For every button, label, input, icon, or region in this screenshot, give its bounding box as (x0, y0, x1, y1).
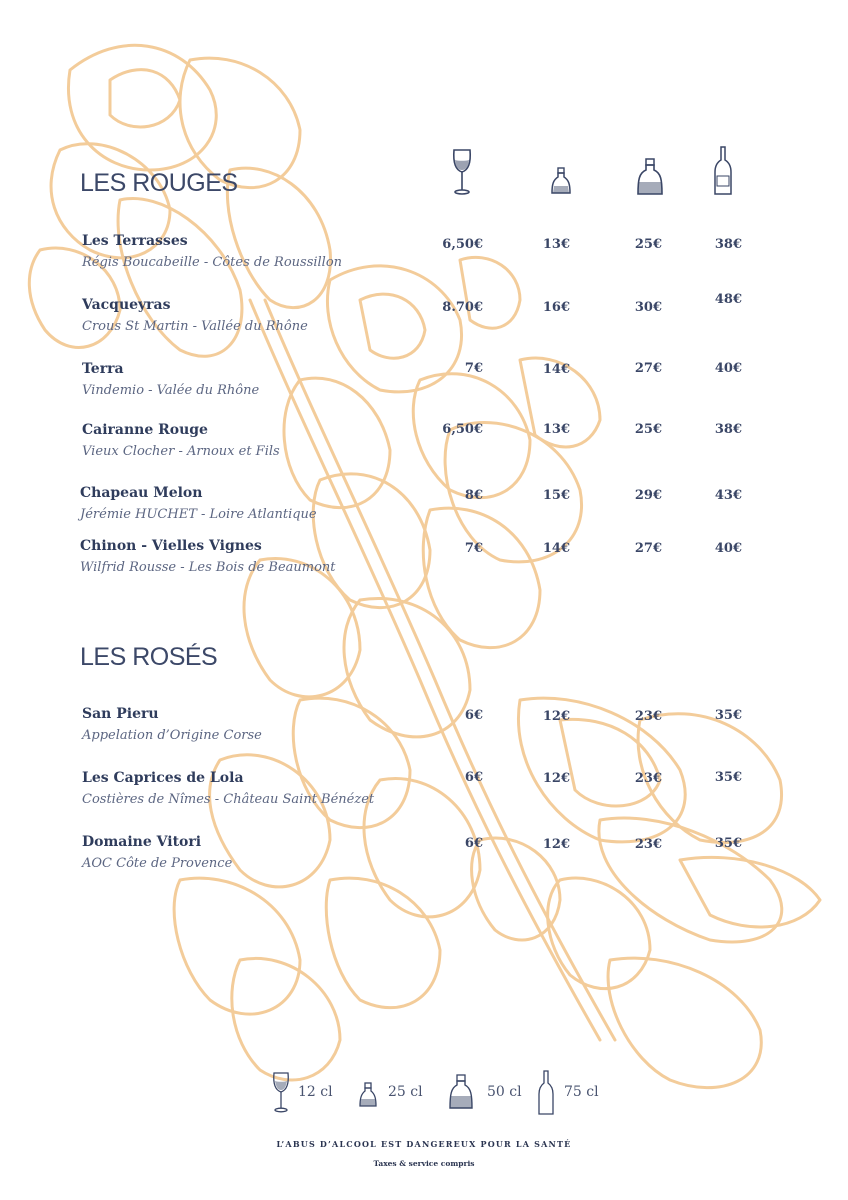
legend-wine-glass-icon (271, 1071, 291, 1113)
bottle-icon (713, 146, 733, 196)
price-glass: 6,50€ (442, 422, 483, 437)
wine-name: Domaine Vitori (82, 834, 202, 850)
wine-name: Chinon - Vielles Vignes (80, 538, 262, 554)
price-50cl: 27€ (634, 361, 662, 376)
price-bottle: 35€ (714, 836, 742, 851)
wine-producer: Régis Boucabeille - Côtes de Roussillon (82, 255, 343, 270)
wine-producer: Vindemio - Valée du Rhône (82, 383, 260, 398)
price-25cl: 14€ (542, 362, 570, 377)
price-glass: 6€ (464, 770, 483, 785)
wine-row-chapeau-melon (0, 485, 848, 531)
wine-producer: AOC Côte de Provence (82, 856, 233, 871)
wine-producer: Crous St Martin - Vallée du Rhône (82, 319, 308, 334)
price-50cl: 23€ (634, 771, 662, 786)
price-glass: 8€ (464, 488, 483, 503)
legend-label-bottle: 75 cl (564, 1084, 599, 1100)
wine-name: Les Caprices de Lola (82, 770, 244, 786)
wine-row-domaine-vitori (0, 834, 848, 880)
price-bottle: 35€ (714, 708, 742, 723)
legend-small-carafe-icon (358, 1082, 378, 1108)
wine-row-vacqueyras (0, 292, 848, 343)
price-glass: 6€ (464, 708, 483, 723)
price-50cl: 23€ (634, 709, 662, 724)
price-50cl: 30€ (634, 300, 662, 315)
price-25cl: 12€ (542, 771, 570, 786)
price-50cl: 23€ (634, 837, 662, 852)
wine-row-cairanne-rouge (0, 422, 848, 468)
section-title-rouges: LES ROUGES (80, 169, 238, 197)
price-50cl: 27€ (634, 541, 662, 556)
wine-row-terra (0, 361, 848, 407)
price-bottle: 38€ (714, 422, 742, 437)
price-50cl: 25€ (634, 422, 662, 437)
price-25cl: 13€ (542, 237, 570, 252)
price-glass: 7€ (464, 361, 483, 376)
price-25cl: 14€ (542, 541, 570, 556)
large-carafe-icon (636, 158, 664, 196)
price-glass: 6,50€ (442, 237, 483, 252)
price-25cl: 13€ (542, 422, 570, 437)
legend-label-small-carafe: 25 cl (388, 1084, 423, 1100)
wine-producer: Vieux Clocher - Arnoux et Fils (82, 444, 280, 459)
price-25cl: 16€ (542, 300, 570, 315)
price-bottle: 40€ (714, 541, 742, 556)
price-25cl: 15€ (542, 488, 570, 503)
price-50cl: 25€ (634, 237, 662, 252)
wine-row-les-caprices-de-lola (0, 770, 848, 816)
price-bottle: 43€ (714, 488, 742, 503)
legend-label-glass: 12 cl (298, 1084, 333, 1100)
alcohol-warning: L’ABUS D’ALCOOL EST DANGEREUX POUR LA SANTÉ (276, 1139, 572, 1149)
price-glass: 8.70€ (442, 300, 483, 315)
wine-name: Terra (82, 361, 124, 377)
legend-bottle-icon (537, 1070, 555, 1116)
price-25cl: 12€ (542, 837, 570, 852)
section-title-roses: LES ROSÉS (80, 643, 218, 671)
wine-name: Cairanne Rouge (82, 422, 208, 438)
price-glass: 6€ (464, 836, 483, 851)
wine-producer: Wilfrid Rousse - Les Bois de Beaumont (80, 560, 336, 575)
wine-name: Vacqueyras (82, 297, 171, 313)
wine-producer: Costières de Nîmes - Château Saint Bénézet (82, 792, 375, 807)
wine-row-chinon (0, 538, 848, 584)
price-bottle: 35€ (714, 770, 742, 785)
price-25cl: 12€ (542, 709, 570, 724)
wine-row-les-terrasses (0, 233, 848, 279)
wine-producer: Appelation d’Origine Corse (82, 728, 262, 743)
legend-large-carafe-icon (448, 1074, 474, 1110)
legend-label-large-carafe: 50 cl (487, 1084, 522, 1100)
wine-name: Les Terrasses (82, 233, 188, 249)
taxes-notice: Taxes & service compris (373, 1159, 475, 1168)
wine-row-san-pieru (0, 706, 848, 752)
small-carafe-icon (550, 167, 572, 195)
wine-glass-icon (450, 148, 474, 196)
price-bottle: 48€ (714, 292, 742, 307)
wine-name: San Pieru (82, 706, 159, 722)
price-bottle: 40€ (714, 361, 742, 376)
price-bottle: 38€ (714, 237, 742, 252)
wine-name: Chapeau Melon (80, 485, 203, 501)
wine-producer: Jérémie HUCHET - Loire Atlantique (80, 507, 317, 522)
price-glass: 7€ (464, 541, 483, 556)
price-50cl: 29€ (634, 488, 662, 503)
